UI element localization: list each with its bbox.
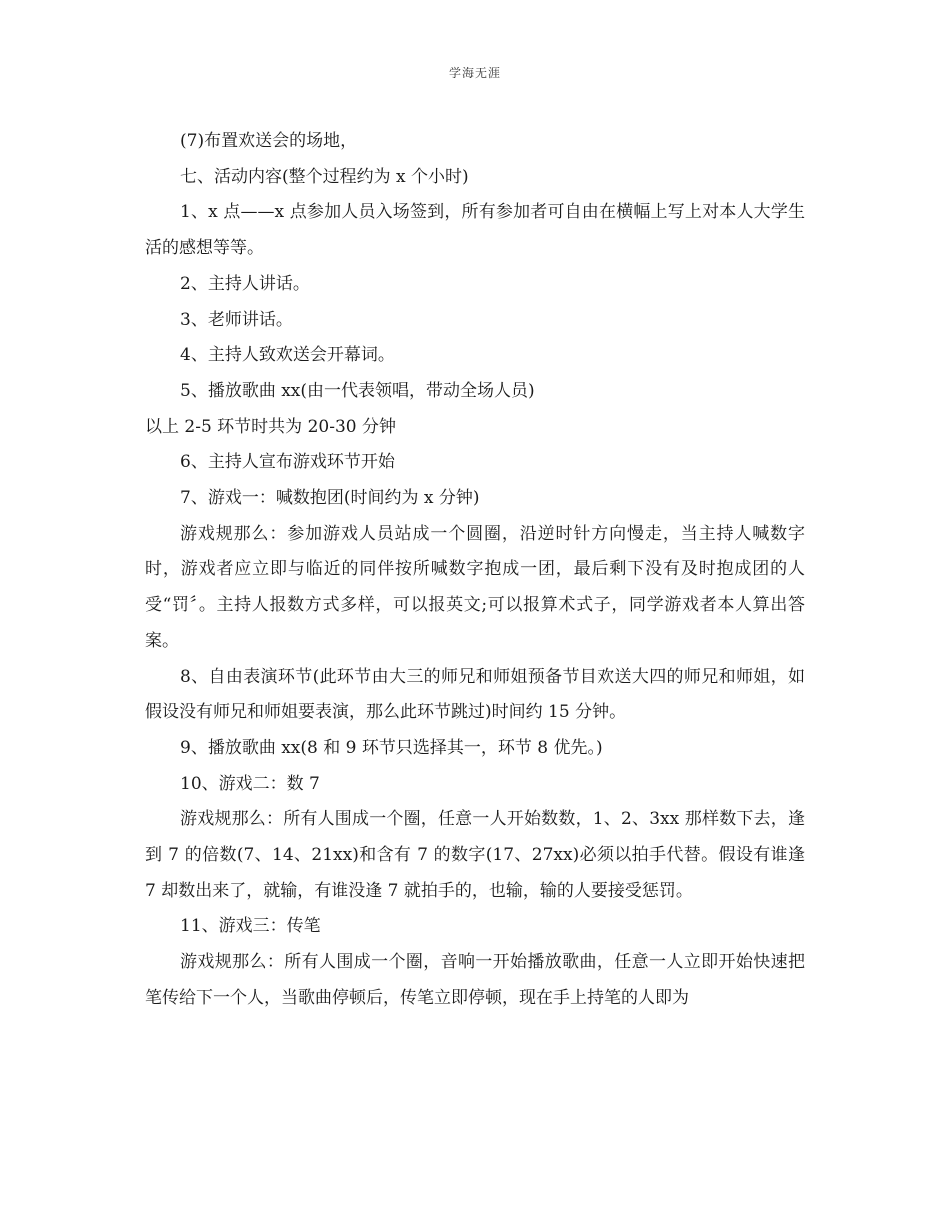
paragraph: 6、主持人宣布游戏环节开始 [180, 452, 395, 473]
paragraph: 以上 2-5 环节时共为 20-30 分钟 [145, 416, 396, 437]
paragraph: 游戏规那么：参加游戏人员站成一个圆圈，沿逆时针方向慢走，当主持人喊数字时，游戏者应立即与临近的同伴按所喊数字抱成一团，最后剩下没有及时抱成团的人受“罚〞。主持人报数方式多样，可以报英文;可以报算术式子，同学游戏者本人算出答案。 [145, 523, 805, 651]
document-body [145, 124, 805, 1017]
paragraph: 9、播放歌曲 xx(8 和 9 环节只选择其一，环节 8 优先。) [180, 737, 603, 758]
paragraph: 8、自由表演环节(此环节由大三的师兄和师姐预备节目欢送大四的师兄和师姐，如假设没有师兄和师姐要表演，那么此环节跳过)时间约 15 分钟。 [145, 666, 805, 723]
paragraph: 1、x 点——x 点参加人员入场签到，所有参加者可自由在横幅上写上对本人大学生活的感想等等。 [145, 202, 805, 259]
paragraph: 4、主持人致欢送会开幕词。 [180, 345, 395, 366]
section-heading: 七、活动内容(整个过程约为 x 个小时) [180, 166, 469, 187]
paragraph: 7、游戏一：喊数抱团(时间约为 x 分钟) [180, 488, 480, 509]
paragraph: 2、主持人讲话。 [180, 273, 310, 294]
paragraph: 10、游戏二：数 7 [180, 773, 320, 794]
paragraph: 游戏规那么：所有人围成一个圈，音响一开始播放歌曲，任意一人立即开始快速把笔传给下一个人，当歌曲停顿后，传笔立即停顿，现在手上持笔的人即为 [145, 952, 805, 1008]
paragraph: 5、播放歌曲 xx(由一代表领唱，带动全场人员) [180, 380, 535, 401]
paragraph: 3、老师讲话。 [180, 309, 293, 330]
page-header: 学海无涯 [448, 66, 501, 80]
paragraph: (7)布置欢送会的场地， [180, 131, 358, 151]
paragraph: 11、游戏三：传笔 [180, 916, 321, 937]
paragraph: 游戏规那么：所有人围成一个圈，任意一人开始数数，1、2、3xx 那样数下去，逢到 7 的倍数(7、14、21xx)和含有 7 的数字(17、27xx)必须以拍手代替。假设有谁逢 7 却数出来了，就输，有谁没逢 7 就拍手的，也输，输的人要接受惩罚。 [145, 809, 805, 901]
